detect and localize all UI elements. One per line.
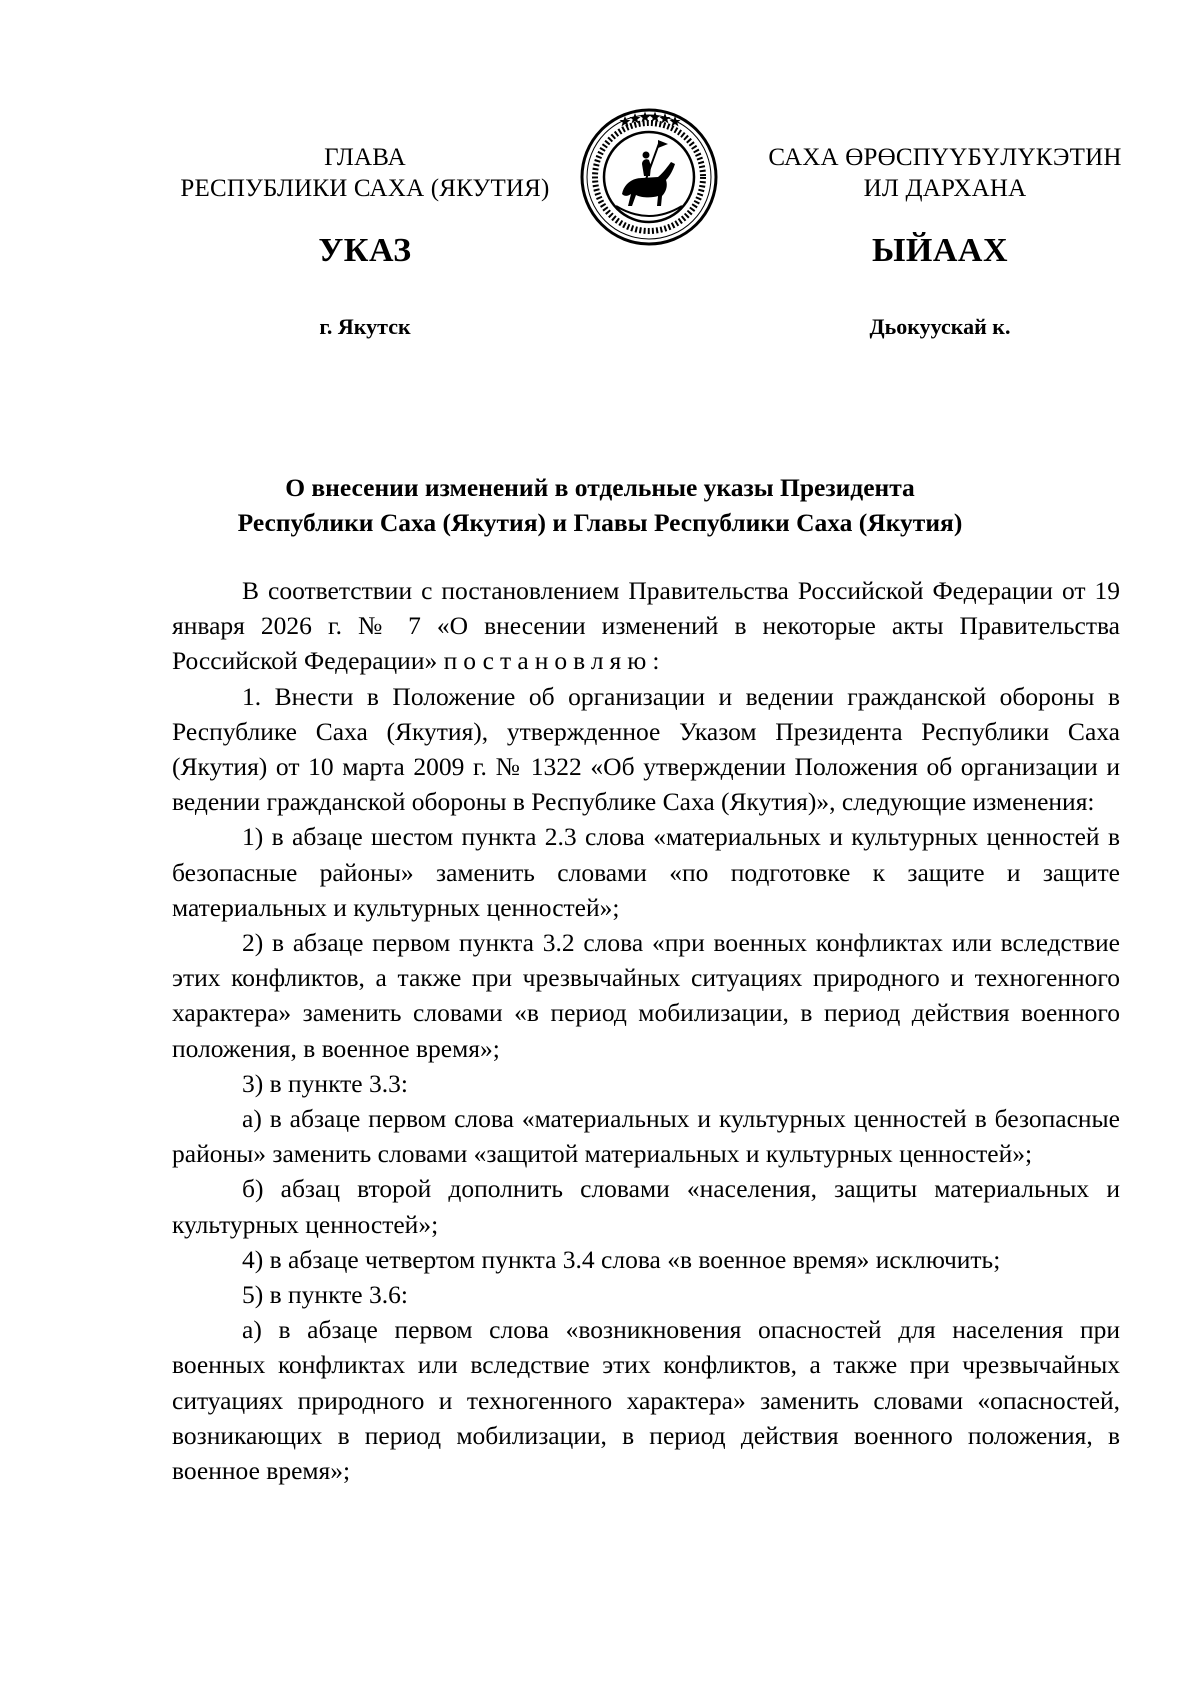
header-left-line2: РЕСПУБЛИКИ САХА (ЯКУТИЯ) <box>180 175 550 202</box>
paragraph-subitem-3a: а) в абзаце первом слова «материальных и культурных ценностей в безопасные районы» заменить словами «защитой материальных и культурных ценностей»; <box>172 1104 1120 1169</box>
paragraph-subitem-3b: б) абзац второй дополнить словами «населения, защиты материальных и культурных ценностей»; <box>172 1174 1120 1239</box>
paragraph-item-1: 1. Внести в Положение об организации и ведении гражданской обороны в Республике Саха (Якутия), утвержденное Указом Президента Республики Саха (Якутия) от 10 марта 2009 г. № 1322 «Об утверждении Положения об организации и ведении гражданской обороны в Республике Саха (Якутия)», следующие изменения: <box>172 681 1120 817</box>
header-right-line1: САХА ӨРӨСПҮҮБҮЛҮКЭТИН <box>768 144 1122 171</box>
paragraph-subitem-4: 4) в абзаце четвертом пункта 3.4 слова «в военное время» исключить; <box>242 1244 1001 1274</box>
city-russian: г. Якутск <box>319 314 411 339</box>
coat-of-arms-icon <box>578 106 720 248</box>
paragraph-preamble <box>172 573 1120 679</box>
title-line2: Республики Саха (Якутия) и Главы Республики Саха (Якутия) <box>237 508 963 537</box>
header-left <box>165 142 565 204</box>
paragraph-subitem-5a: а) в абзаце первом слова «возникновения опасностей для населения при военных конфликтах или вследствие этих конфликтов, а также при чрезвычайных ситуациях природного и техногенного характера» заменить словами «опасностей, возникающих в период мобилизации, в период действия военного положения, в военное время»; <box>172 1315 1120 1486</box>
city-yakut: Дьокуускай к. <box>869 314 1011 339</box>
paragraph-subitem-1: 1) в абзаце шестом пункта 2.3 слова «материальных и культурных ценностей в безопасные районы» заменить словами «по подготовке к защите и защите материальных и культурных ценностей»; <box>172 822 1120 922</box>
header-left-line1: ГЛАВА <box>324 144 406 171</box>
paragraph-subitem-2: 2) в абзаце первом пункта 3.2 слова «при военных конфликтах или вследствие этих конфликтов, а также при чрезвычайных ситуациях природного и техногенного характера» заменить словами «в период мобилизации, в период действия военного положения, в военное время»; <box>172 928 1120 1063</box>
paragraph-subitem-5: 5) в пункте 3.6: <box>242 1280 408 1310</box>
document-title <box>170 470 1030 540</box>
title-line1: О внесении изменений в отдельные указы Президента <box>285 473 915 502</box>
preamble-text: В соответствии с постановлением Правительства Российской Федерации от 19 января 2026 г. № 7 «О внесении изменений в некоторые акты Правительства Российской Федерации» <box>172 576 1120 676</box>
preamble-decree-word: постановляю: <box>443 646 666 676</box>
document-body <box>172 573 1120 1488</box>
doc-type-yakut: ЫЙААХ <box>872 232 1008 269</box>
header-right-line2: ИЛ ДАРХАНА <box>863 175 1027 202</box>
paragraph-subitem-3: 3) в пункте 3.3: <box>242 1068 408 1098</box>
doc-type-russian: УКАЗ <box>318 232 412 269</box>
header-right <box>750 142 1140 204</box>
